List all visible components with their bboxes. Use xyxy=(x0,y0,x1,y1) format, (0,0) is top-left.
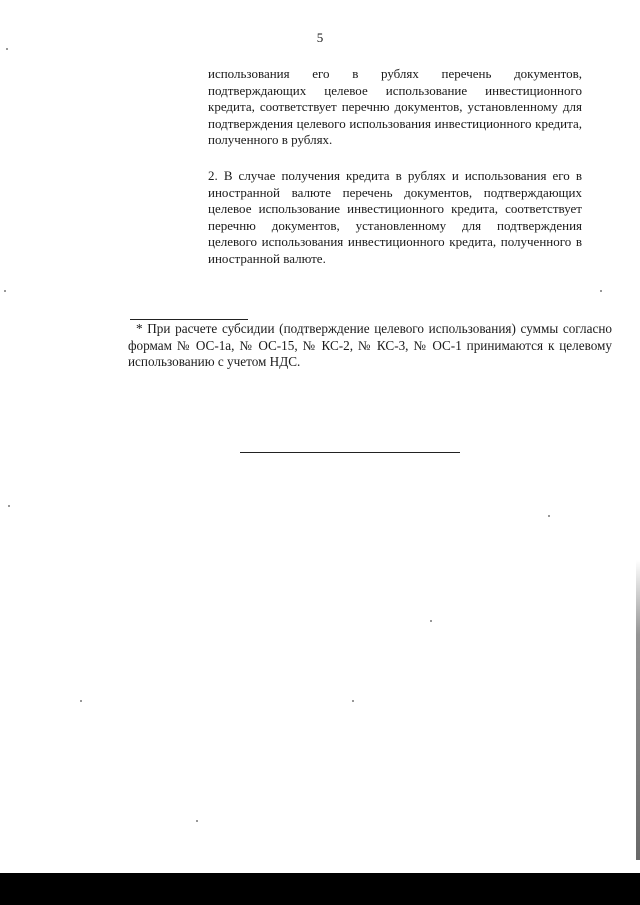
footnote-separator xyxy=(130,319,248,320)
scan-speck xyxy=(352,700,354,702)
scan-speck xyxy=(196,820,198,822)
scan-speck xyxy=(4,290,6,292)
scan-speck xyxy=(6,48,8,50)
scan-speck xyxy=(8,505,10,507)
paragraph-text: использования его в рублях перечень документов, подтверждающих целевое использование инвестиционного кредита, соответствует перечню документов, установленному для подтверждения целевого использования инвестиционного кредита, полученного в рублях. xyxy=(208,66,582,148)
paragraph-item-2 xyxy=(208,168,582,268)
end-of-document-line xyxy=(240,452,460,453)
scan-edge-shadow xyxy=(636,560,640,860)
scan-speck xyxy=(600,290,602,292)
page-number: 5 xyxy=(316,30,324,45)
scan-bottom-border xyxy=(0,873,640,905)
scan-speck xyxy=(548,515,550,517)
paragraph-text: 2. В случае получения кредита в рублях и использования его в иностранной валюте перечень документов, подтверждающих целевое использование инвестиционного кредита, соответствует перечню документов, установленному для подтверждения целевого использования инвестиционного кредита, полученного в иностранной валюте. xyxy=(208,168,582,266)
scan-speck xyxy=(80,700,82,702)
footnote: * При расчете субсидии (подтверждение целевого использования) суммы согласно формам № ОС-1а, № ОС-15, № КС-2, № КС-3, № ОС-1 принимаются к целевому использованию с учетом НДС. xyxy=(128,321,612,370)
paragraph-continuation xyxy=(208,66,582,149)
scan-speck xyxy=(430,620,432,622)
